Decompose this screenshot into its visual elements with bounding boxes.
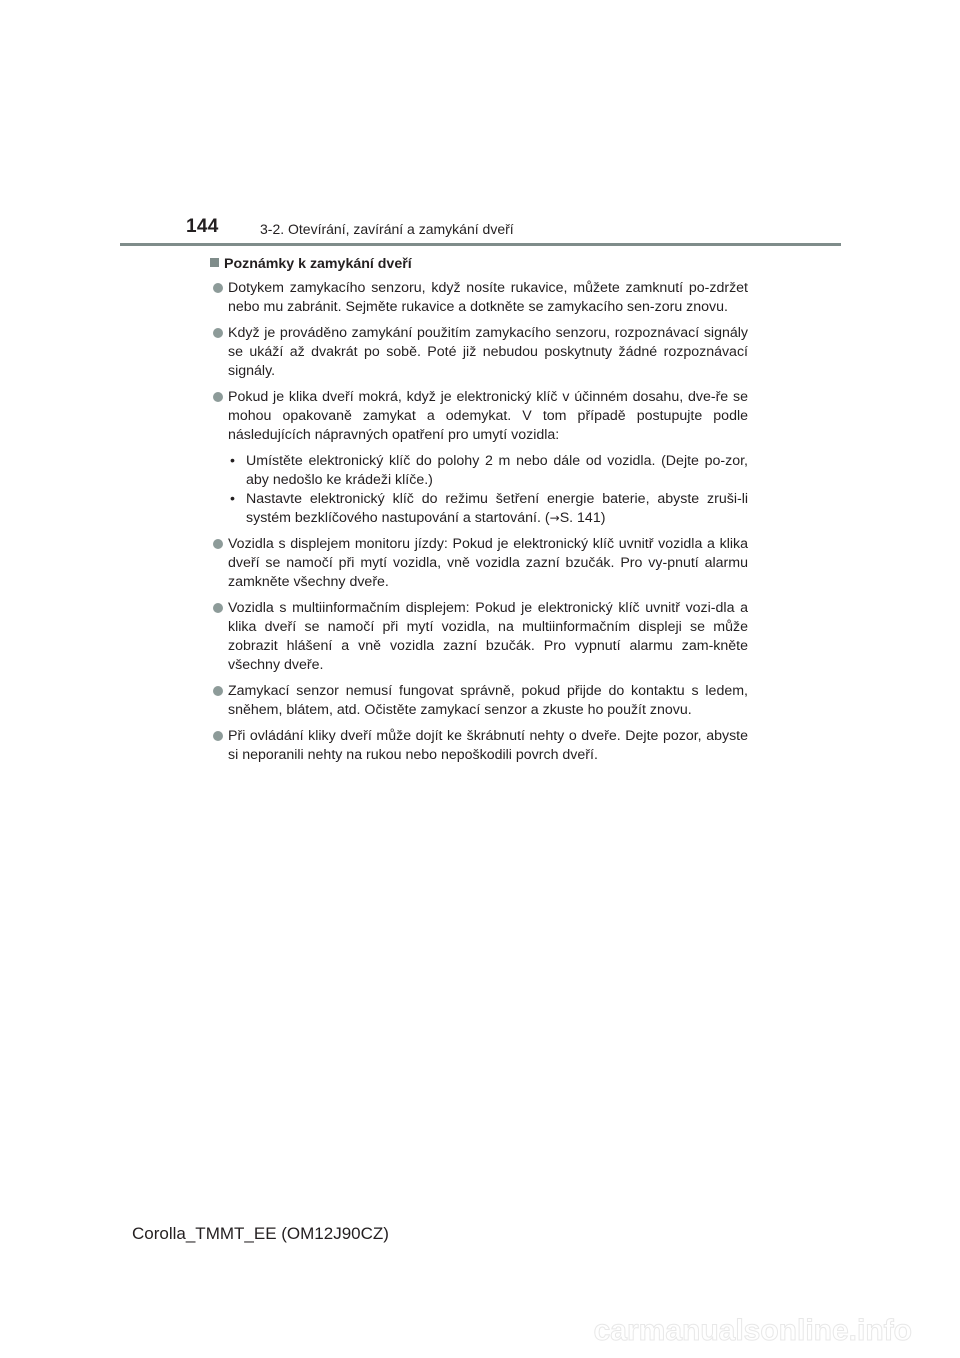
note-text: Zamykací senzor nemusí fungovat správně, pokud přijde do kontaktu s ledem, sněhem, blátem, atd. Očistěte zamykací senzor a zkuste ho použít znovu. (228, 683, 748, 718)
page-reference-link[interactable]: S. 141) (559, 510, 606, 526)
arrow-icon: → (549, 511, 560, 525)
section-title: 3-2. Otevírání, zavírání a zamykání dveří (260, 221, 514, 237)
sub-item-text: Umístěte elektronický klíč do polohy 2 m nebo dále od vozidla. (Dejte po-zor, aby nedošlo ke krádeži klíče.) (246, 453, 748, 488)
sub-bullet: • (230, 453, 235, 469)
note-text: Když je prováděno zamykání použitím zamykacího senzoru, rozpoznávací signály se ukáží až dvakrát po sobě. Poté již nebudou poskytnuty žádné rozpoznávací signály. (228, 325, 748, 379)
sub-bullet: • (230, 491, 235, 507)
footer-model-code: Corolla_TMMT_EE (OM12J90CZ) (132, 1224, 389, 1243)
sub-item-text: Nastavte elektronický klíč do režimu šetření energie baterie, abyste zruši-li systém bezklíčového nastupování a startování. ( (246, 491, 748, 526)
note-text: Pokud je klika dveří mokrá, když je elektronický klíč v účinném dosahu, dve-ře se mohou opakovaně zamykat a odemykat. V tom případě postupujte podle následujících nápravných opatření pro umytí vozidla: (228, 389, 748, 443)
page-number: 144 (186, 216, 219, 237)
note-text: Vozidla s displejem monitoru jízdy: Pokud je elektronický klíč uvnitř vozidla a klika dveří se namočí při mytí vozidla, vně vozidla zazní bzučák. Pro vy-pnutí alarmu zamkněte všechny dveře. (228, 536, 748, 590)
watermark-text (594, 1314, 912, 1347)
notes-heading-text: Poznámky k zamykání dveří (224, 256, 412, 272)
note-text: Při ovládání kliky dveří může dojít ke škrábnutí nehty o dveře. Dejte pozor, abyste si neporanili nehty na rukou nebo nepoškodili povrch dveří. (228, 728, 748, 763)
note-text: Dotykem zamykacího senzoru, když nosíte rukavice, můžete zamknutí po-zdržet nebo mu zabránit. Sejměte rukavice a dotkněte se zamykacího sen-zoru znovu. (228, 280, 748, 315)
note-text: Vozidla s multiinformačním displejem: Pokud je elektronický klíč uvnitř vozi-dla a klika dveří se namočí při mytí vozidla, na multiinformačním displeji se může zobrazit hlášení a vně vozidla zazní bzučák. Pro vypnutí alarmu zam-kněte všechny dveře. (228, 600, 748, 673)
svg-text:carmanualsonline.info: carmanualsonline.info (593, 1314, 912, 1347)
